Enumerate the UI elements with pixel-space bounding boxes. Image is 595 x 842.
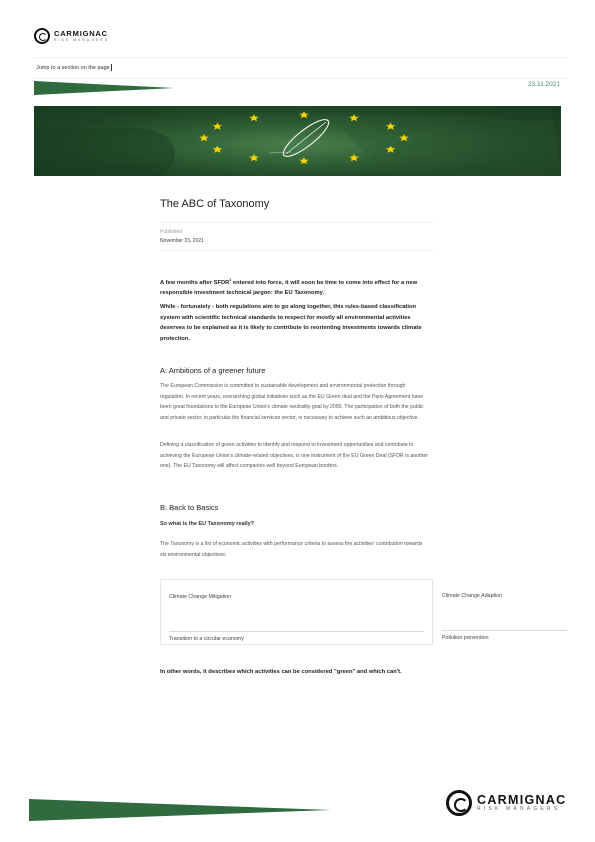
section-b-heading: B: Back to Basics [160,503,219,512]
brand-tagline: RISK MANAGERS [54,37,110,42]
card-divider [442,630,567,631]
section-a-paragraph-1: The European Commission is committed to sustainable development and environmental protection through regulation. In recent years, overarching global initiatives such as the EU Green deal and the Paris Agreement have been great foundations to the European Union's climate neutrality goal by 2050. The participation of both the public and private sector, in particular the financial services sector, is necessary to achieve such an ambitious objective. [160,383,424,421]
divider [34,57,567,58]
eu-star-icon [299,157,309,164]
footnote-ref[interactable]: 1 [229,278,232,282]
section-a-heading: A: Ambitions of a greener future [160,366,266,375]
eu-star-icon [249,154,259,161]
carmignac-logo-bottom[interactable] [446,790,566,816]
header-date: 23.11.2021 [527,81,560,88]
eu-star-icon [199,134,209,141]
text-cursor [111,64,112,71]
published-label: Published [160,229,182,235]
eu-star-icon [213,123,223,130]
green-wedge-decoration [29,799,331,821]
pen-icon [269,114,333,161]
jump-to-section-label: Jump to a section on the page [36,64,110,71]
divider [160,250,433,251]
objective-card[interactable] [438,579,567,645]
objective-card[interactable] [160,579,433,645]
section-a-paragraph-2: Defining a classification of green activities to identify and respond to investment opportunities and contribute to achieving the European Union's climate-related objectives, is one instrument of the EU Green Deal (SFDR is another one). The EU Taxonomy will affect companies well beyond European borders. [160,442,428,469]
hero-image [34,106,561,176]
eu-flag-stars-illustration [34,106,561,176]
published-date: November 23, 2021 [160,238,204,244]
carmignac-c-icon [446,790,472,816]
card-divider [169,631,424,632]
section-b-paragraph: The Taxonomy is a list of economic activities with performance criteria to assess the activities' contribution towards six environmental objectives: [160,541,423,558]
objective-title: Climate Change Mitigation [169,594,232,600]
brand-tagline: RISK MANAGERS [477,806,561,813]
divider [34,78,567,79]
eu-star-icon [213,146,223,153]
eu-star-icon [249,114,259,121]
brand-name: CARMIGNAC [54,29,108,38]
intro-paragraph-2: While - fortunately - both regulations aim to go along together, this rules-based classification system with scientific technical standards to respect for mostly all environmental activities deserves to be explained as it is likely to contribute to reorienting investments towards climate protection. [160,304,422,342]
carmignac-logo-top[interactable] [34,28,109,44]
objective-next-title: Pollution prevention [442,635,489,641]
objective-next-title: Transition to a circular economy [169,636,244,642]
brand-name: CARMIGNAC [477,792,567,807]
eu-star-icon [349,154,359,161]
jump-to-section-field[interactable] [36,64,112,71]
conclusion-paragraph: In other words, it describes which activities can be considered "green" and which can't. [160,669,402,675]
intro-paragraph: A few months after SFDR$^1$ entered into force, it will soon be time to come into effect for a new responsible investment technical jargon: the EU Taxonomy. [160,278,418,297]
carmignac-c-icon [34,28,50,44]
objective-title: Climate Change Adaption [442,593,503,599]
eu-star-icon [299,111,309,118]
article-title: The ABC of Taxonomy [160,198,270,210]
section-b-question: So what is the EU Taxonomy really? [160,521,255,527]
green-wedge-decoration [34,81,174,95]
divider [160,222,433,223]
